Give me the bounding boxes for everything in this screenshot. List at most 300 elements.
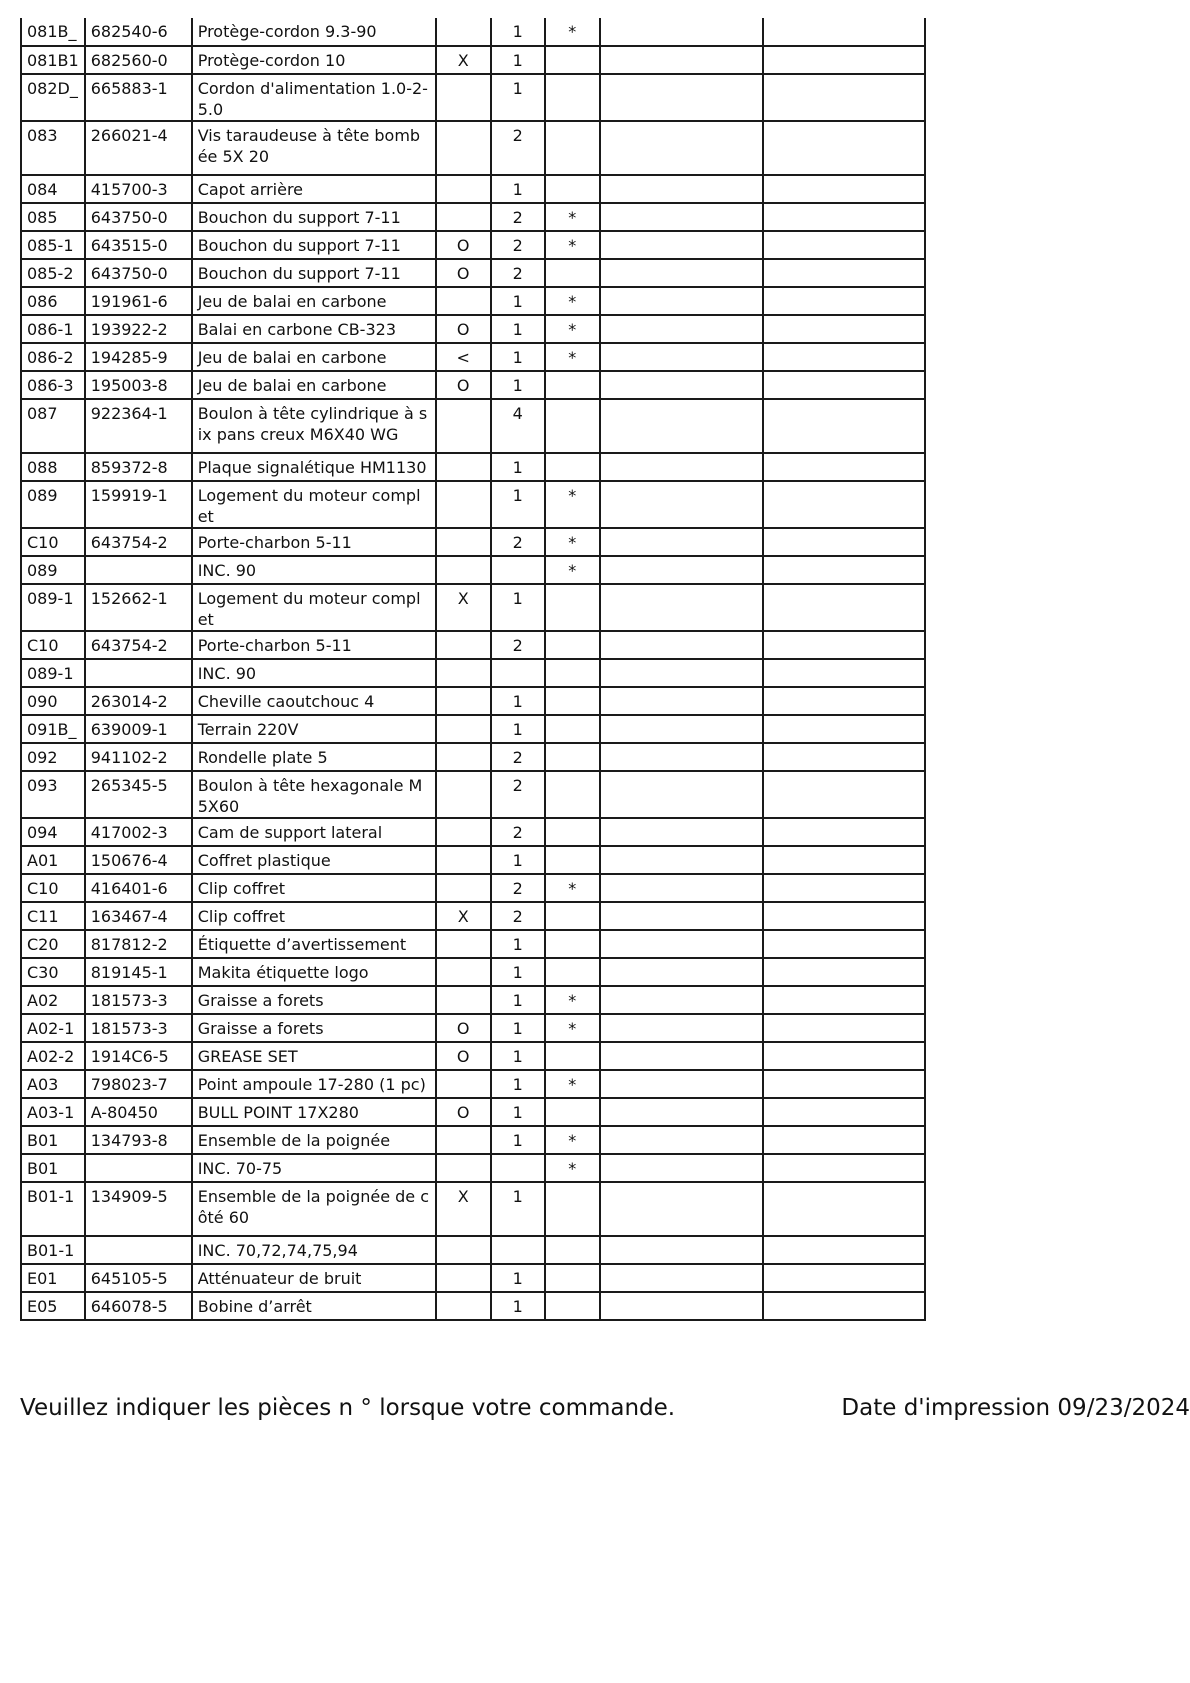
note-cell — [545, 121, 600, 175]
empty-cell — [600, 1126, 763, 1154]
empty-cell — [600, 1070, 763, 1098]
note-cell — [545, 631, 600, 659]
part-number-cell: 643750-0 — [85, 259, 192, 287]
empty-cell — [600, 743, 763, 771]
mark-cell — [436, 1264, 491, 1292]
item-number-cell: C11 — [21, 902, 85, 930]
quantity-cell: 1 — [491, 958, 545, 986]
mark-cell — [436, 287, 491, 315]
table-row — [21, 958, 925, 986]
mark-cell — [436, 715, 491, 743]
empty-cell — [600, 1014, 763, 1042]
description-cell: Bouchon du support 7-11 — [192, 203, 436, 231]
table-row — [21, 399, 925, 453]
empty-cell — [763, 1070, 925, 1098]
part-number-cell: 941102-2 — [85, 743, 192, 771]
table-row — [21, 371, 925, 399]
quantity-cell: 1 — [491, 1264, 545, 1292]
empty-cell — [763, 46, 925, 74]
item-number-cell: 086-2 — [21, 343, 85, 371]
part-number-cell: 682560-0 — [85, 46, 192, 74]
empty-cell — [763, 584, 925, 631]
table-row — [21, 231, 925, 259]
note-cell: * — [545, 203, 600, 231]
note-cell: * — [545, 1126, 600, 1154]
note-cell — [545, 371, 600, 399]
part-number-cell: 643754-2 — [85, 631, 192, 659]
empty-cell — [763, 399, 925, 453]
empty-cell — [763, 1014, 925, 1042]
empty-cell — [600, 287, 763, 315]
item-number-cell: A02-2 — [21, 1042, 85, 1070]
note-cell — [545, 902, 600, 930]
part-number-cell: 266021-4 — [85, 121, 192, 175]
part-number-cell: 645105-5 — [85, 1264, 192, 1292]
description-cell: Bouchon du support 7-11 — [192, 259, 436, 287]
item-number-cell: 093 — [21, 771, 85, 818]
item-number-cell: B01 — [21, 1126, 85, 1154]
description-cell: INC. 90 — [192, 659, 436, 687]
description-cell: Porte-charbon 5-11 — [192, 528, 436, 556]
mark-cell — [436, 659, 491, 687]
item-number-cell: B01-1 — [21, 1236, 85, 1264]
quantity-cell: 1 — [491, 371, 545, 399]
empty-cell — [600, 771, 763, 818]
mark-cell — [436, 771, 491, 818]
note-cell — [545, 771, 600, 818]
item-number-cell: 087 — [21, 399, 85, 453]
quantity-cell: 2 — [491, 121, 545, 175]
empty-cell — [763, 659, 925, 687]
table-row — [21, 287, 925, 315]
table-row — [21, 631, 925, 659]
mark-cell — [436, 818, 491, 846]
empty-cell — [763, 1182, 925, 1236]
note-cell — [545, 1098, 600, 1126]
empty-cell — [600, 1154, 763, 1182]
description-cell: Capot arrière — [192, 175, 436, 203]
note-cell — [545, 930, 600, 958]
description-cell: Bobine d’arrêt — [192, 1292, 436, 1320]
description-cell: Bouchon du support 7-11 — [192, 231, 436, 259]
description-cell: Jeu de balai en carbone — [192, 371, 436, 399]
description-cell: Atténuateur de bruit — [192, 1264, 436, 1292]
part-number-cell — [85, 556, 192, 584]
quantity-cell: 2 — [491, 203, 545, 231]
part-number-cell: 150676-4 — [85, 846, 192, 874]
note-cell — [545, 74, 600, 121]
item-number-cell: 089 — [21, 481, 85, 528]
item-number-cell: 082D_ — [21, 74, 85, 121]
table-row — [21, 687, 925, 715]
mark-cell — [436, 74, 491, 121]
quantity-cell: 1 — [491, 1126, 545, 1154]
empty-cell — [763, 343, 925, 371]
note-cell: * — [545, 287, 600, 315]
table-row — [21, 659, 925, 687]
empty-cell — [763, 958, 925, 986]
table-row — [21, 584, 925, 631]
mark-cell — [436, 846, 491, 874]
description-cell: INC. 70,72,74,75,94 — [192, 1236, 436, 1264]
table-row — [21, 74, 925, 121]
empty-cell — [600, 902, 763, 930]
empty-cell — [600, 528, 763, 556]
quantity-cell — [491, 556, 545, 584]
mark-cell: X — [436, 46, 491, 74]
note-cell: * — [545, 1154, 600, 1182]
item-number-cell: A01 — [21, 846, 85, 874]
item-number-cell: C20 — [21, 930, 85, 958]
empty-cell — [763, 287, 925, 315]
part-number-cell: 181573-3 — [85, 1014, 192, 1042]
table-row — [21, 1098, 925, 1126]
quantity-cell — [491, 1154, 545, 1182]
description-cell: Clip coffret — [192, 902, 436, 930]
quantity-cell: 1 — [491, 687, 545, 715]
empty-cell — [763, 1292, 925, 1320]
empty-cell — [600, 74, 763, 121]
description-cell: GREASE SET — [192, 1042, 436, 1070]
quantity-cell: 2 — [491, 771, 545, 818]
mark-cell — [436, 18, 491, 46]
note-cell — [545, 743, 600, 771]
empty-cell — [763, 1098, 925, 1126]
mark-cell: X — [436, 584, 491, 631]
quantity-cell: 1 — [491, 74, 545, 121]
note-cell — [545, 584, 600, 631]
quantity-cell: 1 — [491, 986, 545, 1014]
part-number-cell: A-80450 — [85, 1098, 192, 1126]
mark-cell — [436, 631, 491, 659]
empty-cell — [763, 74, 925, 121]
quantity-cell: 1 — [491, 481, 545, 528]
description-cell: Protège-cordon 9.3-90 — [192, 18, 436, 46]
quantity-cell: 1 — [491, 453, 545, 481]
part-number-cell — [85, 1154, 192, 1182]
part-number-cell: 195003-8 — [85, 371, 192, 399]
part-number-cell: 665883-1 — [85, 74, 192, 121]
note-cell — [545, 687, 600, 715]
empty-cell — [600, 1042, 763, 1070]
table-row — [21, 874, 925, 902]
empty-cell — [600, 958, 763, 986]
item-number-cell: 086 — [21, 287, 85, 315]
note-cell — [545, 259, 600, 287]
description-cell: Cordon d'alimentation 1.0-2-5.0 — [192, 74, 436, 121]
note-cell — [545, 1236, 600, 1264]
note-cell — [545, 1182, 600, 1236]
item-number-cell: 091B_ — [21, 715, 85, 743]
table-row — [21, 528, 925, 556]
empty-cell — [763, 818, 925, 846]
mark-cell — [436, 121, 491, 175]
table-row — [21, 818, 925, 846]
item-number-cell: 083 — [21, 121, 85, 175]
item-number-cell: 081B1 — [21, 46, 85, 74]
mark-cell — [436, 1292, 491, 1320]
table-row — [21, 743, 925, 771]
item-number-cell: 085-2 — [21, 259, 85, 287]
table-row — [21, 556, 925, 584]
mark-cell — [436, 556, 491, 584]
empty-cell — [600, 453, 763, 481]
empty-cell — [600, 715, 763, 743]
table-row — [21, 343, 925, 371]
mark-cell — [436, 687, 491, 715]
part-number-cell: 159919-1 — [85, 481, 192, 528]
empty-cell — [763, 259, 925, 287]
empty-cell — [763, 771, 925, 818]
quantity-cell — [491, 1236, 545, 1264]
item-number-cell: 089-1 — [21, 659, 85, 687]
part-number-cell: 415700-3 — [85, 175, 192, 203]
part-number-cell: 817812-2 — [85, 930, 192, 958]
empty-cell — [600, 556, 763, 584]
empty-cell — [763, 231, 925, 259]
empty-cell — [763, 743, 925, 771]
item-number-cell: 092 — [21, 743, 85, 771]
description-cell: Graisse a forets — [192, 1014, 436, 1042]
description-cell: Balai en carbone CB-323 — [192, 315, 436, 343]
table-row — [21, 1126, 925, 1154]
table-row — [21, 259, 925, 287]
empty-cell — [763, 18, 925, 46]
description-cell: Graisse a forets — [192, 986, 436, 1014]
quantity-cell: 1 — [491, 1098, 545, 1126]
empty-cell — [600, 1264, 763, 1292]
note-cell: * — [545, 986, 600, 1014]
note-cell — [545, 659, 600, 687]
mark-cell: X — [436, 1182, 491, 1236]
item-number-cell: A03-1 — [21, 1098, 85, 1126]
note-cell — [545, 818, 600, 846]
empty-cell — [600, 818, 763, 846]
part-number-cell: 163467-4 — [85, 902, 192, 930]
note-cell — [545, 46, 600, 74]
description-cell: Logement du moteur complet — [192, 584, 436, 631]
empty-cell — [600, 121, 763, 175]
empty-cell — [763, 556, 925, 584]
table-row — [21, 315, 925, 343]
quantity-cell: 1 — [491, 584, 545, 631]
note-cell — [545, 715, 600, 743]
empty-cell — [600, 986, 763, 1014]
part-number-cell: 682540-6 — [85, 18, 192, 46]
description-cell: INC. 70-75 — [192, 1154, 436, 1182]
item-number-cell: B01 — [21, 1154, 85, 1182]
description-cell: Porte-charbon 5-11 — [192, 631, 436, 659]
note-cell — [545, 958, 600, 986]
quantity-cell: 1 — [491, 175, 545, 203]
table-row — [21, 902, 925, 930]
quantity-cell: 2 — [491, 631, 545, 659]
empty-cell — [763, 986, 925, 1014]
item-number-cell: A03 — [21, 1070, 85, 1098]
quantity-cell: 2 — [491, 528, 545, 556]
table-row — [21, 1042, 925, 1070]
mark-cell: O — [436, 315, 491, 343]
empty-cell — [763, 121, 925, 175]
part-number-cell — [85, 1236, 192, 1264]
item-number-cell: A02 — [21, 986, 85, 1014]
part-number-cell: 819145-1 — [85, 958, 192, 986]
item-number-cell: B01-1 — [21, 1182, 85, 1236]
item-number-cell: 089 — [21, 556, 85, 584]
mark-cell — [436, 203, 491, 231]
empty-cell — [600, 846, 763, 874]
empty-cell — [763, 1042, 925, 1070]
item-number-cell: C10 — [21, 631, 85, 659]
empty-cell — [600, 231, 763, 259]
empty-cell — [600, 175, 763, 203]
part-number-cell: 265345-5 — [85, 771, 192, 818]
table-row — [21, 46, 925, 74]
quantity-cell: 1 — [491, 715, 545, 743]
item-number-cell: C30 — [21, 958, 85, 986]
part-number-cell: 194285-9 — [85, 343, 192, 371]
mark-cell — [436, 874, 491, 902]
note-cell: * — [545, 528, 600, 556]
description-cell: BULL POINT 17X280 — [192, 1098, 436, 1126]
note-cell: * — [545, 343, 600, 371]
description-cell: Rondelle plate 5 — [192, 743, 436, 771]
description-cell: Protège-cordon 10 — [192, 46, 436, 74]
table-row — [21, 1182, 925, 1236]
empty-cell — [600, 584, 763, 631]
item-number-cell: C10 — [21, 528, 85, 556]
mark-cell: O — [436, 259, 491, 287]
quantity-cell: 2 — [491, 259, 545, 287]
mark-cell: O — [436, 231, 491, 259]
part-number-cell: 134909-5 — [85, 1182, 192, 1236]
quantity-cell: 1 — [491, 1070, 545, 1098]
note-cell — [545, 1264, 600, 1292]
mark-cell — [436, 986, 491, 1014]
table-row — [21, 1070, 925, 1098]
empty-cell — [763, 1264, 925, 1292]
item-number-cell: 094 — [21, 818, 85, 846]
description-cell: Coffret plastique — [192, 846, 436, 874]
description-cell: Cheville caoutchouc 4 — [192, 687, 436, 715]
item-number-cell: 088 — [21, 453, 85, 481]
quantity-cell — [491, 659, 545, 687]
empty-cell — [600, 46, 763, 74]
item-number-cell: 086-3 — [21, 371, 85, 399]
empty-cell — [763, 175, 925, 203]
mark-cell — [436, 453, 491, 481]
empty-cell — [763, 1154, 925, 1182]
description-cell: Makita étiquette logo — [192, 958, 436, 986]
table-row — [21, 18, 925, 46]
empty-cell — [600, 481, 763, 528]
description-cell: Jeu de balai en carbone — [192, 287, 436, 315]
quantity-cell: 1 — [491, 315, 545, 343]
empty-cell — [600, 371, 763, 399]
description-cell: INC. 90 — [192, 556, 436, 584]
note-cell — [545, 453, 600, 481]
empty-cell — [763, 1126, 925, 1154]
note-cell: * — [545, 231, 600, 259]
note-cell: * — [545, 1014, 600, 1042]
part-number-cell: 643750-0 — [85, 203, 192, 231]
empty-cell — [600, 203, 763, 231]
part-number-cell: 263014-2 — [85, 687, 192, 715]
empty-cell — [763, 930, 925, 958]
description-cell: Logement du moteur complet — [192, 481, 436, 528]
empty-cell — [763, 371, 925, 399]
table-row — [21, 203, 925, 231]
table-row — [21, 715, 925, 743]
empty-cell — [600, 631, 763, 659]
mark-cell — [436, 930, 491, 958]
mark-cell — [436, 1236, 491, 1264]
table-row — [21, 986, 925, 1014]
quantity-cell: 1 — [491, 46, 545, 74]
empty-cell — [600, 315, 763, 343]
part-number-cell: 643515-0 — [85, 231, 192, 259]
empty-cell — [763, 315, 925, 343]
table-row — [21, 930, 925, 958]
part-number-cell: 859372-8 — [85, 453, 192, 481]
description-cell: Ensemble de la poignée — [192, 1126, 436, 1154]
mark-cell — [436, 1154, 491, 1182]
note-cell: * — [545, 18, 600, 46]
empty-cell — [600, 874, 763, 902]
part-number-cell: 191961-6 — [85, 287, 192, 315]
part-number-cell: 152662-1 — [85, 584, 192, 631]
empty-cell — [600, 659, 763, 687]
empty-cell — [763, 631, 925, 659]
part-number-cell: 798023-7 — [85, 1070, 192, 1098]
empty-cell — [600, 18, 763, 46]
note-cell — [545, 399, 600, 453]
table-row — [21, 771, 925, 818]
mark-cell: O — [436, 1014, 491, 1042]
part-number-cell: 134793-8 — [85, 1126, 192, 1154]
mark-cell — [436, 1126, 491, 1154]
empty-cell — [600, 259, 763, 287]
quantity-cell: 2 — [491, 818, 545, 846]
mark-cell — [436, 399, 491, 453]
item-number-cell: 084 — [21, 175, 85, 203]
item-number-cell: 081B_ — [21, 18, 85, 46]
part-number-cell: 416401-6 — [85, 874, 192, 902]
quantity-cell: 1 — [491, 930, 545, 958]
part-number-cell: 417002-3 — [85, 818, 192, 846]
item-number-cell: C10 — [21, 874, 85, 902]
note-cell: * — [545, 556, 600, 584]
table-row — [21, 846, 925, 874]
note-cell — [545, 1292, 600, 1320]
description-cell: Jeu de balai en carbone — [192, 343, 436, 371]
mark-cell: X — [436, 902, 491, 930]
mark-cell — [436, 528, 491, 556]
empty-cell — [763, 453, 925, 481]
empty-cell — [600, 930, 763, 958]
empty-cell — [763, 902, 925, 930]
order-instruction-note: Veuillez indiquer les pièces n ° lorsque votre commande. — [20, 1395, 676, 1421]
mark-cell — [436, 743, 491, 771]
mark-cell — [436, 958, 491, 986]
empty-cell — [763, 528, 925, 556]
empty-cell — [600, 399, 763, 453]
part-number-cell: 922364-1 — [85, 399, 192, 453]
mark-cell: O — [436, 1042, 491, 1070]
quantity-cell: 1 — [491, 846, 545, 874]
mark-cell: O — [436, 1098, 491, 1126]
empty-cell — [600, 343, 763, 371]
